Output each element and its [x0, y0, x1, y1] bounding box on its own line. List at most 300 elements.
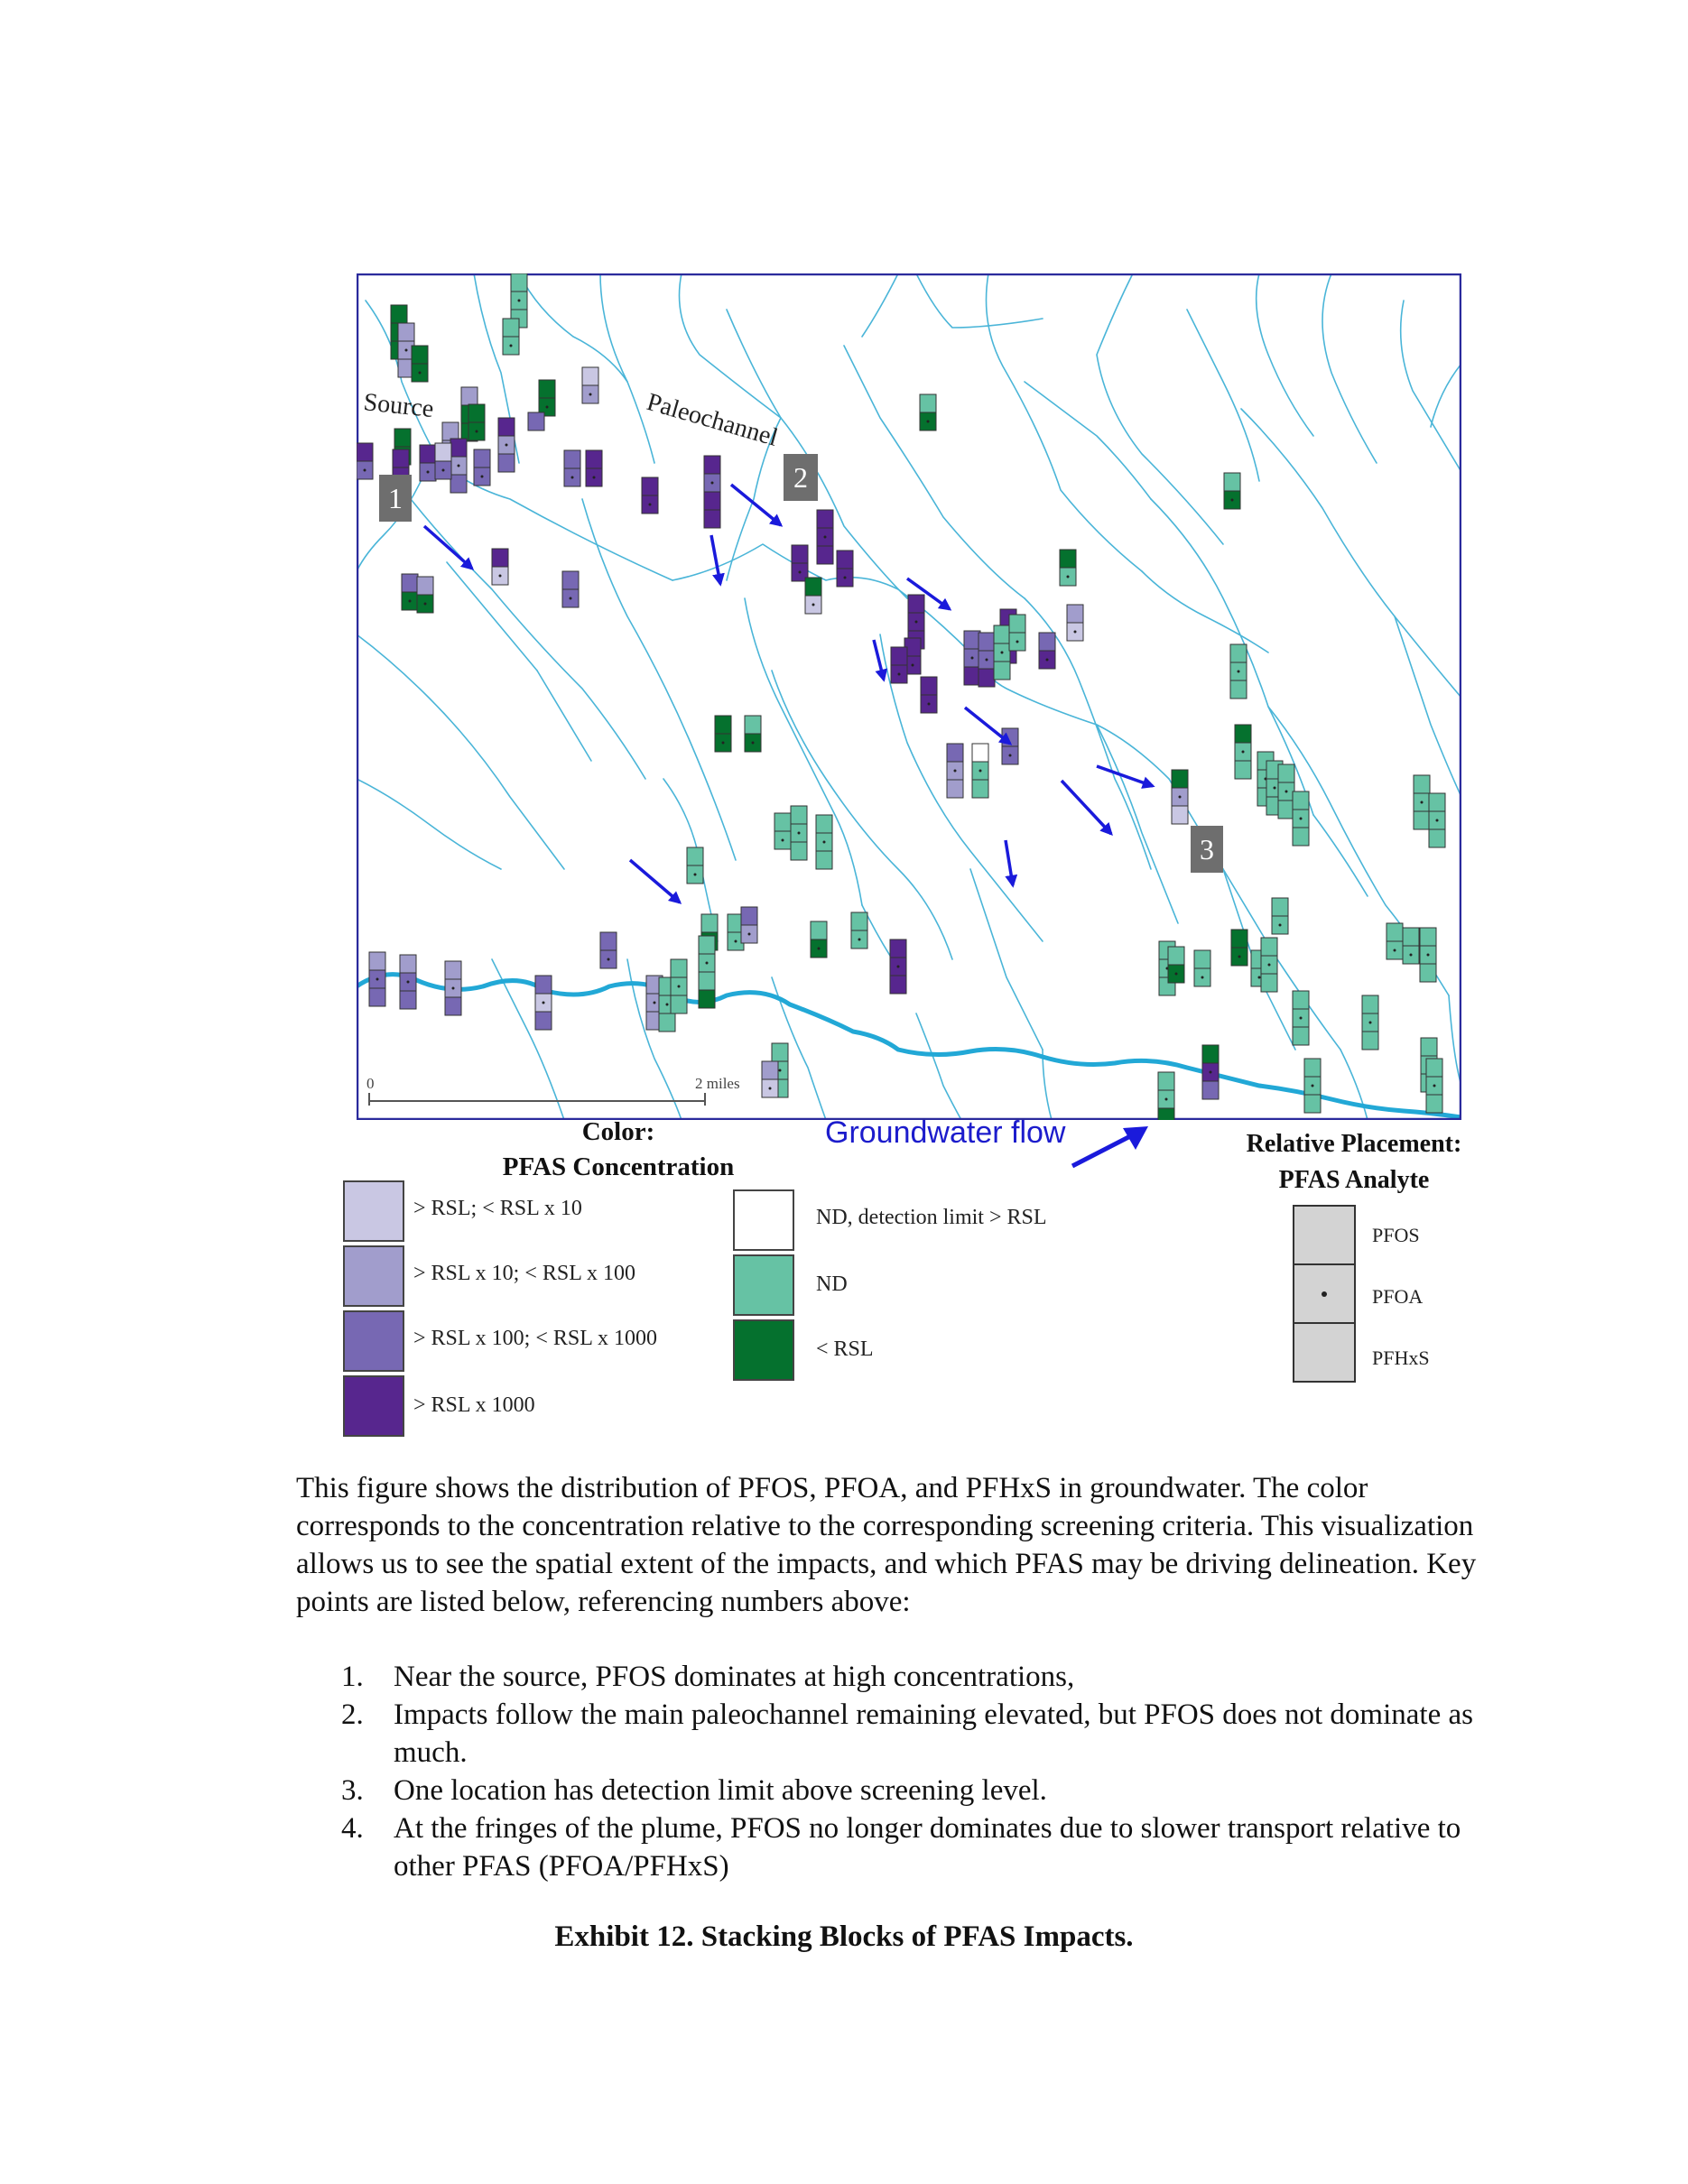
sample-block — [1429, 829, 1445, 847]
sample-block — [792, 545, 808, 563]
pfoa-dot — [1421, 801, 1424, 804]
sample-block — [468, 404, 485, 422]
relative-placement-subheading: PFAS Analyte — [1278, 1166, 1430, 1194]
placement-box-pfos — [1293, 1205, 1356, 1265]
sample-block — [699, 972, 715, 990]
sample-block — [535, 976, 552, 994]
pfoa-dot — [1300, 1017, 1303, 1020]
sample-location — [1231, 930, 1247, 966]
key-point-text: One location has detection limit above screening level. — [394, 1774, 1047, 1807]
pfoa-dot — [607, 958, 610, 961]
sample-location — [1230, 644, 1247, 699]
groundwater-flow-arrow — [1065, 1119, 1155, 1173]
sample-block — [1293, 791, 1309, 810]
sample-location — [816, 815, 832, 869]
sample-block — [400, 955, 416, 973]
sample-location — [503, 319, 519, 355]
pfoa-dot — [1410, 954, 1413, 957]
pfoa-dot — [427, 471, 430, 474]
relative-placement-heading: Relative Placement: — [1246, 1130, 1462, 1158]
sample-block — [972, 780, 988, 798]
sample-block — [816, 815, 832, 833]
sample-block — [357, 443, 373, 461]
sample-block — [1231, 930, 1247, 948]
pfoa-dot — [1258, 976, 1261, 979]
pfoa-dot — [589, 393, 592, 396]
sample-block — [1009, 615, 1025, 633]
pfoa-dot — [824, 536, 827, 539]
sample-block — [1261, 974, 1277, 992]
sample-block — [391, 305, 407, 323]
pfoa-dot — [1394, 949, 1396, 952]
sample-block — [920, 394, 936, 412]
sample-block — [450, 439, 467, 457]
sample-location — [1172, 770, 1188, 824]
sample-block — [412, 346, 428, 364]
sample-block — [816, 851, 832, 869]
marker-3 — [1191, 826, 1223, 873]
pfoa-dot — [912, 664, 914, 667]
key-point-number: 3. — [341, 1774, 364, 1807]
pfoa-dot — [915, 621, 918, 624]
sample-location — [564, 450, 580, 486]
sample-block — [498, 418, 515, 436]
sample-location — [1420, 928, 1436, 982]
sample-block — [1426, 1059, 1442, 1077]
sample-block — [671, 959, 687, 977]
sample-block — [1230, 644, 1247, 662]
sample-block — [1421, 1038, 1437, 1056]
sample-block — [715, 716, 731, 734]
marker-3-label: 3 — [1200, 833, 1214, 865]
sample-location — [1272, 898, 1288, 934]
sample-block — [772, 1043, 788, 1061]
sample-block — [908, 595, 924, 613]
legend-label-rsl-1000: > RSL x 1000 — [413, 1393, 535, 1417]
pfoa-dot — [928, 703, 931, 706]
pfoa-dot — [1074, 631, 1077, 634]
sample-block — [1293, 1027, 1309, 1045]
sample-location — [890, 939, 906, 994]
sample-location — [837, 551, 853, 587]
pfoa-dot — [419, 372, 422, 375]
sample-location — [891, 647, 907, 683]
legend-label-nd: ND — [816, 1272, 848, 1296]
relative-placement-title — [1210, 1126, 1498, 1198]
legend-color-title: Color: — [581, 1117, 655, 1146]
sample-block — [994, 625, 1010, 643]
pfoa-dot — [1433, 1085, 1436, 1087]
sample-location — [1261, 938, 1277, 992]
sample-location — [1168, 947, 1184, 983]
pfoa-dot — [1427, 954, 1430, 957]
pfoa-dot — [1436, 819, 1439, 822]
sample-block — [642, 477, 658, 495]
sample-location — [741, 907, 757, 943]
sample-block — [978, 633, 995, 651]
pfoa-dot — [812, 604, 815, 606]
key-point-text: At the fringes of the plume, PFOS no longer dominates due to slower transport relative to other PFAS (PFOA/PFHxS) — [394, 1812, 1461, 1883]
marker-2-label: 2 — [793, 461, 808, 494]
pfoa-dot — [971, 657, 974, 660]
sample-block — [445, 961, 461, 979]
sample-block — [435, 443, 451, 461]
sample-block — [659, 1013, 675, 1032]
sample-location — [1362, 995, 1378, 1050]
key-point-item — [341, 1772, 1506, 1809]
legend-label-rsl-10-100: > RSL x 10; < RSL x 100 — [413, 1262, 635, 1285]
sample-block — [701, 914, 718, 932]
sample-block — [1293, 828, 1309, 846]
sample-location — [474, 449, 490, 486]
sample-block — [890, 976, 906, 994]
sample-block — [1272, 898, 1288, 916]
key-point-number: 4. — [341, 1812, 364, 1845]
sample-location — [1158, 1072, 1174, 1120]
pfoa-dot — [476, 430, 478, 433]
sample-block — [699, 936, 715, 954]
pfoa-dot — [666, 1004, 669, 1006]
pfoa-dot — [678, 986, 681, 988]
sample-block — [972, 744, 988, 762]
sample-block — [921, 677, 937, 695]
placement-label-pfhxs: PFHxS — [1372, 1346, 1430, 1369]
legend-label-nd-dl: ND, detection limit > RSL — [816, 1206, 1047, 1229]
sample-location — [851, 912, 867, 949]
pfoa-dot — [927, 421, 930, 423]
sample-block — [1172, 770, 1188, 788]
sample-location — [412, 346, 428, 382]
pfoa-dot — [1300, 818, 1303, 820]
sample-location — [921, 677, 937, 713]
sample-block — [964, 667, 980, 685]
legend-swatch-nd-dl — [733, 1189, 794, 1251]
scale-distance-label: 2 miles — [695, 1075, 740, 1092]
sample-block — [704, 456, 720, 474]
sample-block — [791, 806, 807, 824]
sample-block — [851, 912, 867, 930]
sample-block — [1194, 950, 1210, 968]
sample-block — [417, 577, 433, 595]
sample-block — [474, 449, 490, 467]
sample-location — [972, 744, 988, 798]
pfoa-dot — [571, 477, 574, 479]
pfoa-dot — [1369, 1022, 1372, 1024]
legend-swatch-rsl-1000 — [343, 1375, 404, 1437]
legend-color-subtitle: PFAS Concentration — [502, 1152, 735, 1181]
sample-block — [1039, 633, 1055, 651]
pfoa-dot — [844, 577, 847, 579]
sample-block — [503, 319, 519, 337]
pfoa-dot — [823, 841, 826, 844]
sample-location — [357, 443, 373, 479]
sample-location — [1194, 950, 1210, 986]
pfoa-dot — [986, 659, 988, 662]
sample-location — [1293, 791, 1309, 846]
sample-block — [564, 450, 580, 468]
pfoa-dot — [570, 597, 572, 600]
sample-location — [687, 847, 703, 884]
sample-location — [445, 961, 461, 1015]
pfoa-dot — [543, 1002, 545, 1004]
pfoa-dot — [694, 874, 697, 876]
groundwater-flow-label: Groundwater flow — [825, 1115, 1066, 1150]
sample-block — [1158, 1108, 1174, 1120]
pfoa-dot — [1210, 1071, 1212, 1074]
sample-block — [511, 273, 527, 292]
sample-block — [535, 1012, 552, 1030]
pfoa-dot — [654, 1002, 656, 1004]
sample-block — [671, 995, 687, 1013]
sample-location — [805, 578, 821, 614]
pfoa-dot — [752, 742, 755, 745]
legend-label-rsl-100-1000: > RSL x 100; < RSL x 1000 — [413, 1327, 657, 1350]
sample-location — [774, 813, 791, 849]
groundwater-map — [357, 273, 1461, 1120]
sample-block — [1172, 806, 1188, 824]
pfoa-dot — [1268, 964, 1271, 967]
sample-block — [1304, 1059, 1321, 1077]
sample-block — [774, 813, 791, 831]
placement-label-pfoa: PFOA — [1372, 1285, 1424, 1308]
pfoa-dot — [1312, 1085, 1314, 1087]
sample-block — [1202, 1081, 1219, 1099]
sample-location — [1304, 1059, 1321, 1113]
pfoa-dot — [735, 940, 737, 943]
exhibit-caption: Exhibit 12. Stacking Blocks of PFAS Impacts. — [554, 1920, 1134, 1953]
pfoa-dot — [1238, 671, 1240, 673]
sample-location — [704, 456, 720, 528]
figure-description: This figure shows the distribution of PFOS, PFOA, and PFHxS in groundwater. The color corresponds to the concentration relative to the corresponding screening criteria. This visualization allows us to see the spatial extent of the impacts, and which PFAS may be driving delineation. Key points are listed below, referencing numbers above: — [296, 1472, 1477, 1618]
sample-location — [792, 545, 808, 581]
sample-location — [582, 367, 598, 403]
sample-block — [890, 939, 906, 958]
sample-block — [1158, 1072, 1174, 1090]
pfoa-dot — [1279, 924, 1282, 927]
marker-2 — [784, 454, 818, 501]
placement-box-pfhxs — [1293, 1322, 1356, 1383]
sample-block — [741, 907, 757, 925]
legend-label-rsl-1-10: > RSL; < RSL x 10 — [413, 1197, 582, 1220]
sample-block — [791, 842, 807, 860]
sample-block — [947, 744, 963, 762]
sample-block — [1230, 680, 1247, 699]
paleochannel-label: Paleochannel — [644, 387, 782, 452]
sample-block — [398, 323, 414, 341]
sample-block — [745, 716, 761, 734]
sample-location — [1426, 1059, 1442, 1113]
sample-block — [978, 669, 995, 687]
pfoa-dot — [1175, 973, 1178, 976]
sample-location — [1403, 928, 1419, 964]
sample-block — [704, 492, 720, 510]
legend-swatch-rsl-1-10 — [343, 1180, 404, 1242]
pfoa-dot — [452, 987, 455, 990]
sample-location — [1224, 473, 1240, 509]
pfoa-dot — [1285, 791, 1288, 793]
sample-block — [1362, 1032, 1378, 1050]
pfoa-dot — [649, 504, 652, 506]
pfoa-dot — [1009, 754, 1012, 757]
pfoa-dot — [1322, 1291, 1327, 1297]
sample-block — [562, 571, 579, 589]
pfoa-dot — [424, 603, 427, 606]
sample-block — [817, 510, 833, 528]
sample-block — [1235, 761, 1251, 779]
sample-block — [1426, 1095, 1442, 1113]
sample-block — [400, 991, 416, 1009]
scale-zero-label: 0 — [366, 1075, 375, 1092]
sample-location — [535, 976, 552, 1030]
sample-block — [394, 429, 411, 447]
legend-swatch-rsl-100-1000 — [343, 1310, 404, 1372]
sample-block — [600, 932, 617, 950]
sample-block — [528, 412, 544, 430]
sample-location — [420, 445, 436, 481]
sample-location — [528, 412, 544, 430]
sample-block — [1278, 764, 1294, 782]
pfoa-dot — [1179, 796, 1182, 799]
sample-location — [1387, 923, 1403, 959]
pfoa-dot — [407, 981, 410, 984]
sample-location — [1429, 793, 1445, 847]
key-point-item — [341, 1809, 1506, 1885]
pfoa-dot — [481, 476, 484, 478]
sample-location — [600, 932, 617, 968]
sample-block — [1235, 725, 1251, 743]
sample-block — [687, 847, 703, 865]
pfoa-dot — [1165, 1098, 1168, 1101]
sample-block — [1224, 473, 1240, 491]
sample-block — [1414, 811, 1430, 829]
sample-location — [498, 418, 515, 472]
sample-block — [445, 997, 461, 1015]
sample-block — [586, 450, 602, 468]
legend-swatch-rsl-10-100 — [343, 1245, 404, 1307]
sample-location — [586, 450, 602, 486]
sample-block — [1278, 800, 1294, 819]
sample-location — [920, 394, 936, 430]
sample-location — [964, 631, 980, 685]
sample-block — [837, 551, 853, 569]
sample-block — [402, 574, 418, 592]
pfoa-dot — [1001, 652, 1004, 654]
legend-swatch-nd — [733, 1254, 794, 1316]
pfoa-dot — [505, 444, 508, 447]
sample-block — [964, 631, 980, 649]
sample-block — [461, 387, 478, 405]
sample-block — [811, 921, 827, 939]
pfoa-dot — [706, 962, 709, 965]
pfoa-dot — [722, 742, 725, 745]
sample-block — [450, 475, 467, 493]
pfoa-dot — [897, 966, 900, 968]
sample-location — [994, 625, 1010, 680]
sample-block — [1293, 991, 1309, 1009]
marker-1-label: 1 — [388, 482, 403, 514]
pfoa-dot — [798, 832, 801, 835]
sample-location — [671, 959, 687, 1013]
pfoa-dot — [748, 933, 751, 936]
sample-location — [1060, 550, 1076, 586]
sample-location — [1414, 775, 1430, 829]
sample-block — [1067, 605, 1083, 623]
sample-block — [1387, 923, 1403, 941]
pfoa-dot — [510, 345, 513, 347]
sample-location — [402, 574, 418, 610]
sample-location — [791, 806, 807, 860]
placement-label-pfos: PFOS — [1372, 1224, 1420, 1246]
sample-block — [420, 445, 436, 463]
pfoa-dot — [442, 469, 445, 472]
sample-block — [1420, 928, 1436, 946]
sample-block — [369, 988, 385, 1006]
pfoa-dot — [711, 482, 714, 485]
sample-location — [745, 716, 761, 752]
pfoa-dot — [779, 1069, 782, 1072]
sample-location — [715, 716, 731, 752]
pfoa-dot — [499, 575, 502, 578]
sample-block — [1304, 1095, 1321, 1113]
sample-location — [1002, 728, 1018, 764]
key-point-number: 1. — [341, 1661, 364, 1693]
key-point-item — [341, 1658, 1506, 1696]
sample-location — [562, 571, 579, 607]
sample-location — [699, 936, 715, 1008]
sample-location — [492, 549, 508, 585]
pfoa-dot — [818, 948, 821, 950]
sample-location — [400, 955, 416, 1009]
pfoa-dot — [898, 673, 901, 676]
sample-location — [1293, 991, 1309, 1045]
sample-block — [699, 990, 715, 1008]
sample-block — [1202, 1045, 1219, 1063]
sample-block — [582, 367, 598, 385]
pfoa-dot — [799, 571, 802, 574]
marker-1 — [379, 475, 412, 522]
sample-block — [891, 647, 907, 665]
sample-block — [442, 422, 459, 440]
sample-block — [369, 952, 385, 970]
sample-location — [1278, 764, 1294, 819]
sample-block — [393, 449, 409, 467]
sample-location — [762, 1061, 778, 1097]
pfoa-dot — [518, 300, 521, 302]
pfoa-dot — [858, 939, 861, 941]
sample-location — [811, 921, 827, 958]
sample-location — [369, 952, 385, 1006]
sample-location — [1202, 1045, 1219, 1099]
pfoa-dot — [782, 839, 784, 842]
pfoa-dot — [769, 1087, 772, 1090]
key-point-text: Impacts follow the main paleochannel remaining elevated, but PFOS does not dominate as much. — [394, 1698, 1473, 1769]
sample-block — [498, 454, 515, 472]
sample-location — [450, 439, 467, 493]
placement-box-pfoa — [1293, 1263, 1356, 1324]
sample-block — [1060, 550, 1076, 568]
key-point-number: 2. — [341, 1698, 364, 1731]
pfoa-dot — [364, 469, 366, 472]
sample-block — [1429, 793, 1445, 811]
pfoa-dot — [376, 978, 379, 981]
sample-block — [1420, 964, 1436, 982]
key-point-text: Near the source, PFOS dominates at high concentrations, — [394, 1661, 1075, 1693]
pfoa-dot — [1046, 659, 1049, 662]
key-point-item — [341, 1696, 1506, 1772]
pfoa-dot — [409, 600, 412, 603]
sample-location — [1039, 633, 1055, 669]
sample-block — [817, 546, 833, 564]
